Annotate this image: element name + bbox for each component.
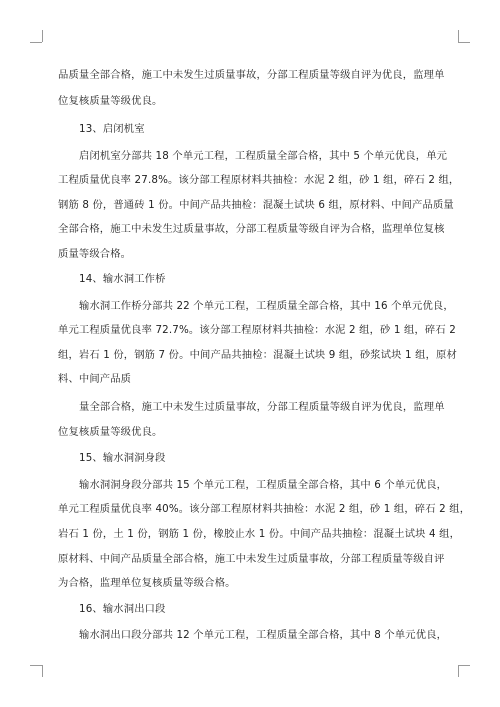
paragraph-line: 位复核质量等级优良。 — [58, 95, 163, 107]
paragraph-line: 品质量全部合格，施工中未发生过质量事故，分部工程质量等级自评为优良，监理单 — [58, 69, 445, 81]
paragraph-line: 岩石 1 份，土 1 份，钢筋 1 份，橡胶止水 1 份。中间产品共抽检：混凝土试块 4 组， — [58, 528, 461, 540]
section-heading-13: 13、启闭机室 — [79, 123, 145, 135]
paragraph-line: 全部合格，施工中未发生过质量事故，分部工程质量等级自评为合格，监理单位复核 — [58, 223, 445, 235]
paragraph-line: 单元工程质量优良率 40%。该分部工程原材料共抽检：水泥 2 组，砂 1 组，碎石 2 组， — [58, 503, 471, 515]
paragraph-line: 料、中间产品质 — [58, 373, 132, 385]
paragraph-line: 组，岩石 1 份，钢筋 7 份。中间产品共抽检：混凝土试块 9 组，砂浆试块 1 组，原材 — [58, 349, 457, 361]
paragraph-line: 量全部合格，施工中未发生过质量事故，分部工程质量等级自评为优良，监理单 — [79, 401, 445, 413]
section-heading-16: 16、输水洞出口段 — [79, 603, 166, 615]
section-heading-14: 14、输水洞工作桥 — [79, 273, 166, 285]
paragraph-line: 输水洞出口段分部共 12 个单元工程，工程质量全部合格，其中 8 个单元优良， — [79, 629, 448, 641]
paragraph-line: 输水洞洞身段分部共 15 个单元工程，工程质量全部合格，其中 6 个单元优良， — [79, 479, 448, 491]
paragraph-line: 钢筋 8 份，普通砖 1 份。中间产品共抽检：混凝土试块 6 组，原材料、中间产品质量 — [58, 199, 454, 211]
paragraph-line: 为合格，监理单位复核质量等级合格。 — [58, 577, 236, 589]
paragraph-line: 质量等级合格。 — [58, 248, 132, 260]
paragraph-line: 工程质量优良率 27.8%。该分部工程原材料共抽检：水泥 2 组，砂 1 组，碎石 2 组， — [58, 174, 460, 186]
paragraph-line: 单元工程质量优良率 72.7%。该分部工程原材料共抽检：水泥 2 组，砂 1 组，碎石 2 — [58, 324, 456, 336]
paragraph-line: 原材料、中间产品质量全部合格，施工中未发生过质量事故，分部工程质量等级自评 — [58, 553, 445, 565]
section-heading-15: 15、输水洞洞身段 — [79, 452, 166, 464]
paragraph-line: 输水洞工作桥分部共 22 个单元工程，工程质量全部合格，其中 16 个单元优良， — [79, 300, 454, 312]
paragraph-line: 启闭机室分部共 18 个单元工程，工程质量全部合格，其中 5 个单元优良，单元 — [79, 150, 448, 162]
paragraph-line: 位复核质量等级优良。 — [58, 426, 163, 438]
